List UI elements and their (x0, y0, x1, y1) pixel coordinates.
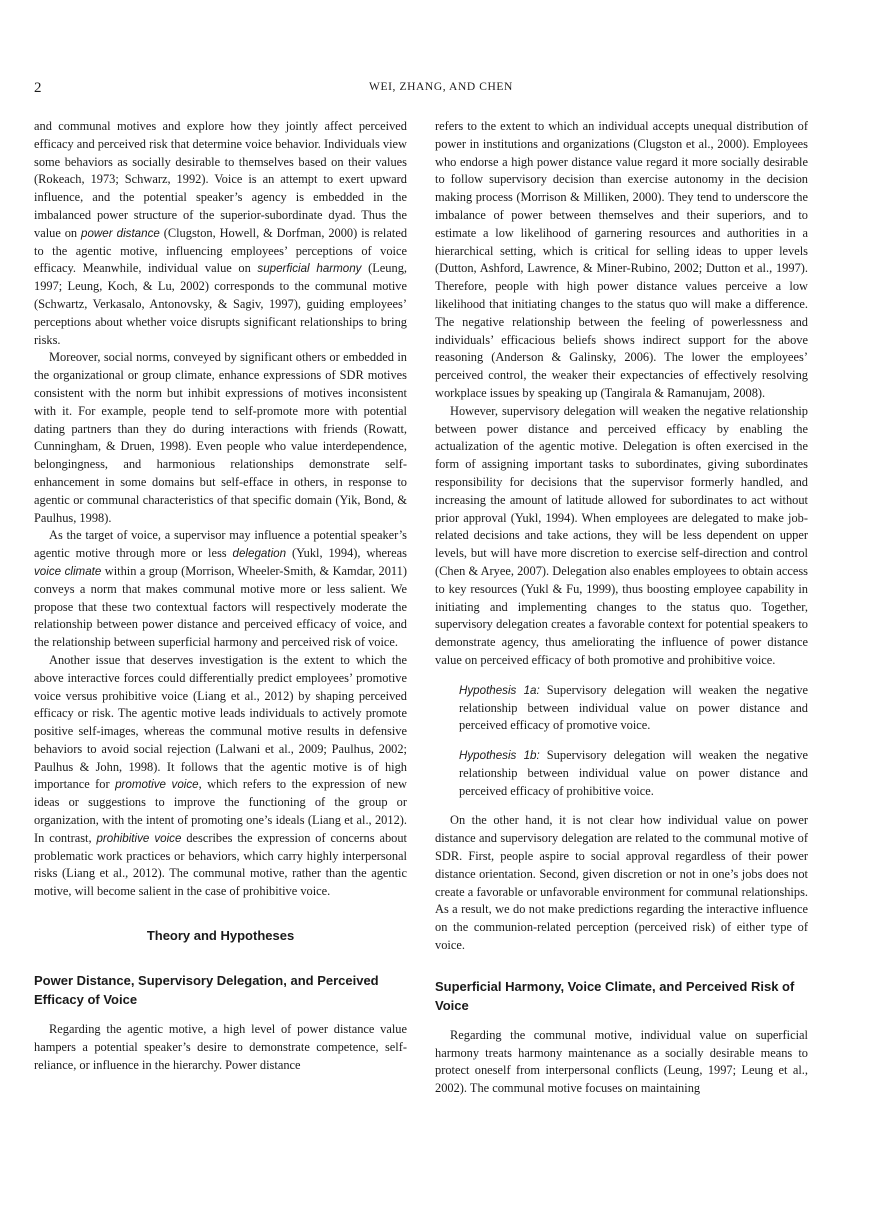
paragraph: However, supervisory delegation will weaken the negative relationship between power distance and perceived efficacy by enabling the actualization of the agentic motive. Delegation is often exercised in the form of assigning important tasks to subordinates, giving subordinates responsibility for decisions that the supervisor formerly handled, and increasing the amount of latitude allowed for subordinates to act without prior approval (Yukl, 1994). When employees are delegated to make job-related decisions and take actions, they will be less dependent on upper levels, but will have more discretion to exercise self-direction and control (Chen & Aryee, 2007). Delegation also enables employees to obtain access to key resources (Yukl & Fu, 1999), thus boosting employee capability in initiating and implementing changes to the status quo. Together, supervisory delegation creates a favorable context for potential speakers to demonstrate agency, thus ameliorating the influence of power distance value on perceived efficacy of both promotive and prohibitive voice. (435, 403, 808, 667)
right-column (435, 118, 808, 1098)
term-italic: delegation (232, 547, 287, 561)
subsection-heading: Superficial Harmony, Voice Climate, and Perceived Risk of Voice (435, 978, 795, 1013)
term-italic: superficial harmony (257, 262, 362, 276)
paragraph: Moreover, social norms, conveyed by significant others or embedded in the organizational or group climate, enhance expressions of SDR motives consistent with the norm but inhibit expressions of motives inconsistent with it. For example, people tend to self-promote more with potential dating partners than they do during interactions with friends (Rowatt, Cunningham, & Druen, 1998). Even people who value interdependence, belongingness, and harmonious relationships demonstrate self-enhancement in some domains but self-efface in others, in response to agentic or communal characteristics of that specific domain (Yik, Bond, & Paulhus, 1998). (34, 350, 407, 525)
left-column (34, 118, 407, 1074)
running-title: WEI, ZHANG, AND CHEN (369, 81, 513, 93)
hypothesis-label: Hypothesis 1a: (459, 683, 540, 697)
paragraph: refers to the extent to which an individual accepts unequal distribution of power in institutions and organizations (Clugston et al., 2000). Employees who endorse a high power distance value regard it more socially desirable to follow supervisory decision than exercise autonomy in the decision making process (Morrison & Milliken, 2000). They tend to underscore the imbalance of power between themselves and their superiors, and to estimate a low likelihood of garnering resources and authorities in a hierarchical setting, which is critical for selling ideas to upper levels (Dutton, Ashford, Lawrence, & Miner-Rubino, 2002; Dutton et al., 1997). Therefore, people with high power distance values perceive a low likelihood that initiating changes to the status quo will make a difference. The negative relationship between the feeling of powerlessness and individuals’ efficacious beliefs shows indirect support for the above reasoning (Anderson & Galinsky, 2006). The lower the employees’ perceived control, the weaker their expectancies of effectively resolving workplace issues by speaking up (Tangirala & Ramanujam, 2008). (435, 119, 808, 400)
paragraph: As the target of voice, a supervisor may influence a potential speaker’s agentic motive through more or less delegation (Yukl, 1994), whereas voice climate within a group (Morrison, Wheeler-Smith, & Kamdar, 2011) conveys a norm that makes communal motive more or less salient. We propose that these two contextual factors will respectively moderate the relationship between power distance and perceived efficacy of voice, and the relationship between superficial harmony and perceived risk of voice. (34, 528, 407, 650)
paragraph: Another issue that deserves investigation is the extent to which the above interactive forces could differentially predict employees’ promotive voice versus prohibitive voice (Liang et al., 2012) by shaping perceived efficacy or risk. The agentic motive leads individuals to actively promote positive self-images, whereas the communal motive results in defensive behaviors to avoid social rejection (Lalwani et al., 2009; Paulhus, 2002; Paulhus & John, 1998). It follows that the agentic motive is of high importance for promotive voice, which refers to the expression of new ideas or suggestions to improve the functioning of the group or organization, with the intent of promoting one’s ideals (Liang et al., 2012). In contrast, prohibitive voice describes the expression of concerns about problematic work practices or behaviors, which carry highly interpersonal risks (Liang et al., 2012). The communal motive, rather than the agentic motive, will become salient in the case of prohibitive voice. (34, 652, 407, 899)
term-italic: power distance (81, 226, 160, 240)
running-head (0, 80, 882, 100)
term-italic: promotive voice (115, 778, 199, 792)
hypothesis-label: Hypothesis 1b: (459, 749, 540, 763)
paragraph: and communal motives and explore how they jointly affect perceived efficacy and perceived risk that determine voice behavior. Individuals view some behaviors as socially desirable to themselves based on their values (Rokeach, 1973; Schwarz, 1992). Voice is an attempt to exert upward influence, and the potential speaker’s agency is embedded in the imbalanced power structure of the superior-subordinate dyad. Thus the value on power distance (Clugston, Howell, & Dorfman, 2000) is related to the agentic motive, influencing employees’ perceptions of voice efficacy. Meanwhile, individual value on superficial harmony (Leung, 1997; Leung, Koch, & Lu, 2002) corresponds to the communal motive (Schwartz, Verkasalo, Antonovsky, & Sagiv, 1997), guiding employees’ perceptions about whether voice disrupts significant relationships to bring risks. (34, 119, 408, 347)
hypothesis-1a: Hypothesis 1a: Supervisory delegation will weaken the negative relationship between individual value on power distance and perceived efficacy of promotive voice. (459, 682, 808, 733)
paragraph: Regarding the communal motive, individual value on superficial harmony treats harmony maintenance as a socially desirable means to protect oneself from interpersonal conflicts (Leung, 1997; Leung et al., 2002). The communal motive focuses on maintaining (435, 1027, 808, 1096)
term-italic: prohibitive voice (96, 831, 182, 845)
section-heading: Theory and Hypotheses (146, 928, 295, 944)
term-italic: voice climate (34, 564, 102, 578)
subsection-heading: Power Distance, Supervisory Delegation, and Perceived Efficacy of Voice (34, 973, 379, 1008)
paragraph: On the other hand, it is not clear how individual value on power distance and supervisory delegation are related to the communal motive of SDR. First, people aspire to social approval regardless of their power distance orientation. Second, given discretion or not in one’s jobs does not create a favorable or unfavorable environment for communal relationships. As a result, we do not make predictions regarding the interactive influence on the communion-related perception (perceived risk) of either type of voice. (435, 813, 808, 953)
page-number: 2 (34, 80, 42, 96)
hypothesis-1b: Hypothesis 1b: Supervisory delegation will weaken the negative relationship between individual value on power distance and perceived efficacy of prohibitive voice. (459, 748, 808, 798)
paragraph: Regarding the agentic motive, a high level of power distance value hampers a potential speaker’s desire to demonstrate competence, self-reliance, or influence in the hierarchy. Power distance (34, 1022, 407, 1072)
